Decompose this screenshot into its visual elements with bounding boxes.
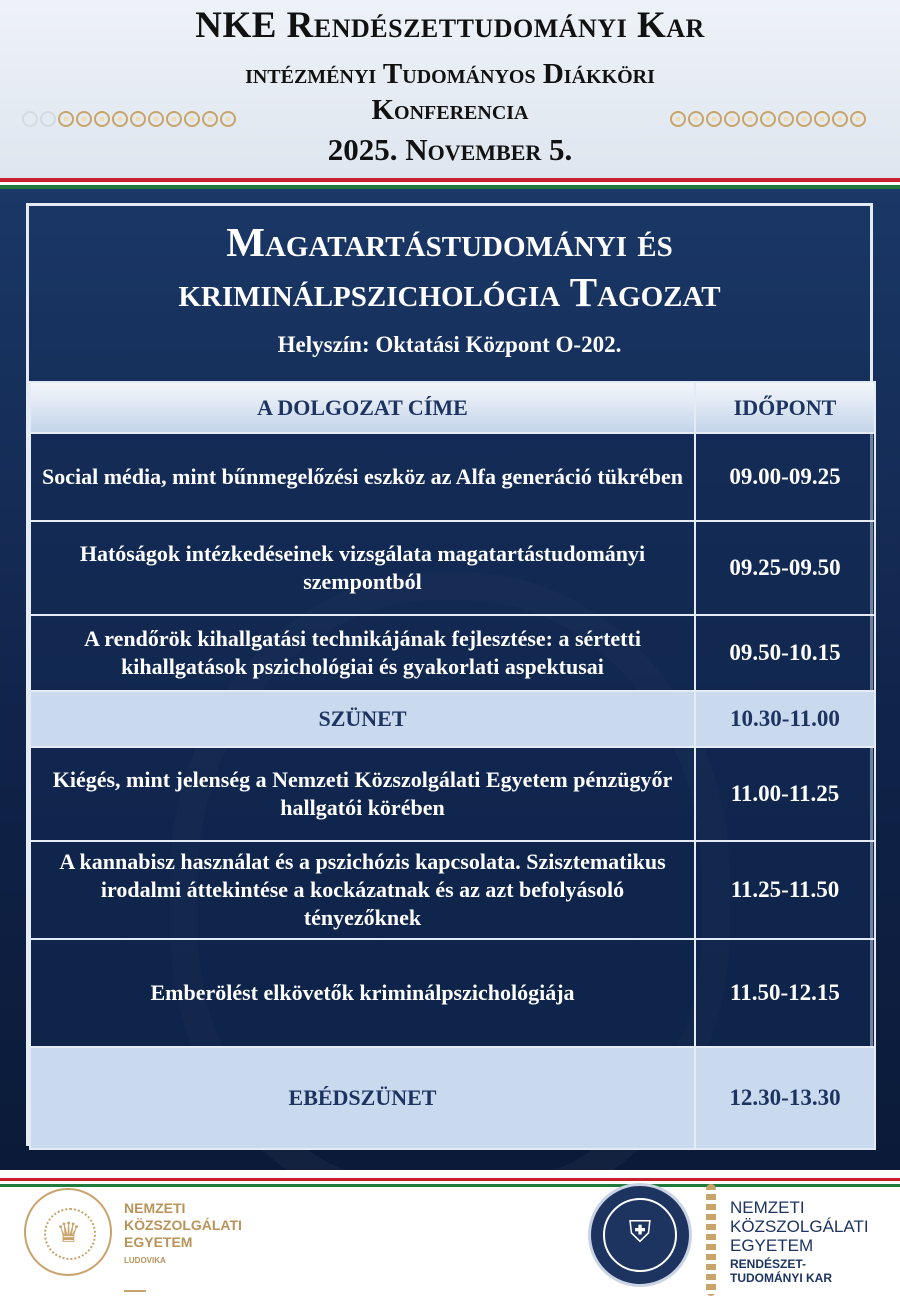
right-logo-line1: NEMZETI <box>730 1198 805 1217</box>
time-slot: 10.30-11.00 <box>695 691 875 747</box>
header-title-line1: NKE Rendészettudományi Kar <box>195 5 705 46</box>
divider <box>124 1290 146 1292</box>
section-title-line1: Magatartástudományi és <box>226 219 673 265</box>
time-slot: 12.30-13.30 <box>695 1047 875 1149</box>
paper-title: Kiégés, mint jelenség a Nemzeti Közszolgálati Egyetem pénzügyőr hallgatói körében <box>30 747 695 841</box>
table-row <box>30 841 875 939</box>
break-row <box>30 691 875 747</box>
time-slot: 09.50-10.15 <box>695 615 875 691</box>
table-header-row <box>30 382 875 433</box>
shield-icon: ⛨ <box>628 1216 652 1249</box>
table-row <box>30 615 875 691</box>
time-slot: 11.25-11.50 <box>695 841 875 939</box>
break-row <box>30 1047 875 1149</box>
schedule-table <box>29 381 876 1150</box>
paper-title: Social média, mint bűnmegelőzési eszköz az Alfa generáció tükrében <box>30 433 695 521</box>
ornament-chain-right-icon <box>670 104 866 134</box>
table-row <box>30 939 875 1047</box>
table-row <box>30 433 875 521</box>
right-logo-line5: TUDOMÁNYI KAR <box>730 1271 832 1285</box>
footer-stripe-green <box>0 1184 900 1187</box>
ludovika-emblem-icon <box>24 1188 112 1276</box>
break-label: EBÉDSZÜNET <box>30 1047 695 1149</box>
program-card <box>26 203 873 1146</box>
chain-ornament-icon <box>706 1184 716 1296</box>
right-logo-line2: KÖZSZOLGÁLATI <box>730 1217 869 1236</box>
header-title-line3: Konferencia <box>371 94 529 126</box>
section-title-line2: kriminálpszichológia Tagozat <box>178 269 721 315</box>
paper-title: Emberölést elkövetők kriminálpszichológiája <box>30 939 695 1047</box>
left-logo-line1: NEMZETI <box>124 1200 186 1216</box>
time-slot: 11.00-11.25 <box>695 747 875 841</box>
paper-title: Hatóságok intézkedéseinek vizsgálata magatartástudományi szempontból <box>30 521 695 615</box>
location-text: Helyszín: Oktatási Központ O-202. <box>277 332 622 357</box>
header-date: 2025. November 5. <box>327 132 573 167</box>
column-header-time: IDŐPONT <box>695 382 875 433</box>
right-logo-line3: EGYETEM <box>730 1236 814 1255</box>
faculty-seal-icon <box>588 1183 692 1287</box>
crown-icon: ♛ <box>56 1218 82 1249</box>
right-logo-line4: RENDÉSZET- <box>730 1257 807 1271</box>
left-logo-line3: EGYETEM <box>124 1234 193 1250</box>
table-row <box>30 747 875 841</box>
time-slot: 09.25-09.50 <box>695 521 875 615</box>
footer-stripe-red <box>0 1178 900 1181</box>
header-title-line2: intézményi Tudományos Diákköri <box>245 58 655 90</box>
column-header-title: A DOLGOZAT CÍME <box>30 382 695 433</box>
left-logo-line2: KÖZSZOLGÁLATI <box>124 1217 242 1233</box>
paper-title: A kannabisz használat és a pszichózis kapcsolata. Szisztematikus irodalmi áttekintése a kockázatnak és az azt befolyásoló tényezőknek <box>30 841 695 939</box>
table-row <box>30 521 875 615</box>
left-logo-line4: LUDOVIKA <box>124 1256 166 1265</box>
break-label: SZÜNET <box>30 691 695 747</box>
paper-title: A rendőrök kihallgatási technikájának fejlesztése: a sértetti kihallgatások pszichológiai és gyakorlati aspektusai <box>30 615 695 691</box>
time-slot: 09.00-09.25 <box>695 433 875 521</box>
time-slot: 11.50-12.15 <box>695 939 875 1047</box>
header <box>0 0 900 178</box>
ornament-chain-left-icon <box>22 104 236 134</box>
